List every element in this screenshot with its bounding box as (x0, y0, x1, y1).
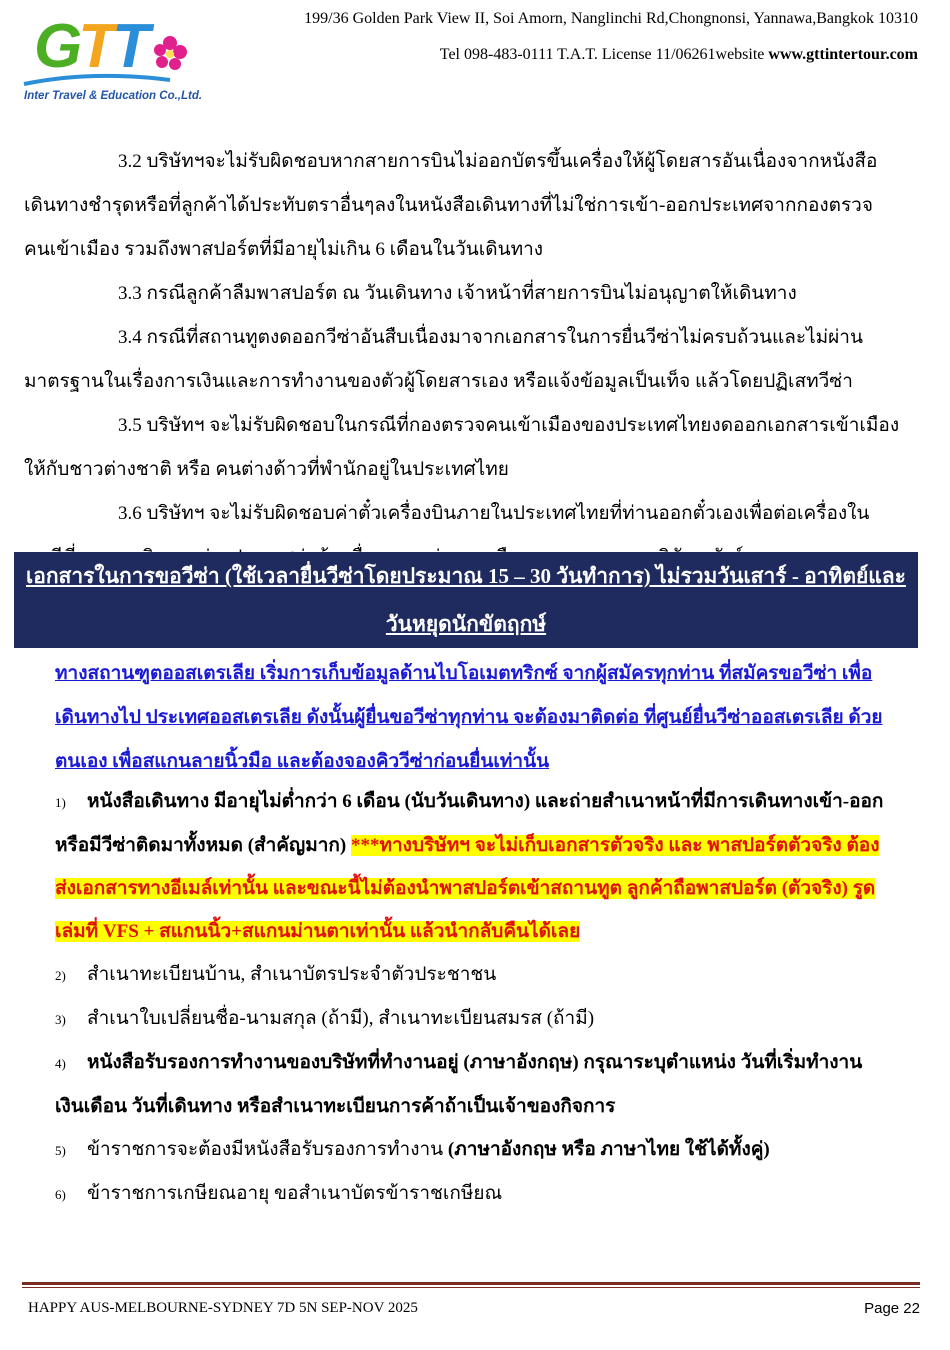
footer-tour-title: HAPPY AUS-MELBOURNE-SYDNEY 7D 5N SEP-NOV 2025 (28, 1300, 418, 1316)
visa-documents-banner (14, 552, 918, 648)
term-3-2: 3.2 บริษัทฯจะไม่รับผิดชอบหากสายการบินไม่ออกบัตรขึ้นเครื่องให้ผู้โดยสารอันเนื่องจากหนังสือ เดินทางชำรุดหรือที่ลูกค้าได้ประทับตราอื่นๆลงในหนังสือเดินทางที่ไม่ใช่การเข้า-ออกประเทศจากกองตรวจ คนเข้าเมือง รวมถึงพาสปอร์ตที่มีอายุไม่เกิน 6 เดือนในวันเดินทาง (24, 151, 878, 260)
page-number: Page 22 (864, 1300, 920, 1317)
list-item-passport: 1) หนังสือเดินทาง มีอายุไม่ต่ำกว่า 6 เดือน (นับวันเดินทาง) และถ่ายสำเนาหน้าที่มีการเดินทางเข้า-ออก หรือมีวีซ่าติดมาทั้งหมด (สำคัญมาก) ***ทางบริษัทฯ จะไม่เก็บเอกสารตัวจริง และ พาสปอร์ตตัวจริง ต้อง ส่งเอกสารทางอีเมล์เท่านั้น และขณะนี้ไม่ต้องนำพาสปอร์ตเข้าสถานทูต ลูกค้าถือพาสปอร์ต (ตัวจริง) รูด เล่มที่ VFS + สแกนนิ้ว+สแกนม่านตาเท่านั้น แล้วนำกลับคืนได้เลย (55, 780, 919, 953)
term-3-4: 3.4 กรณีที่สถานทูตงดออกวีซ่าอันสืบเนื่องมาจากเอกสารในการยื่นวีซ่าไม่ครบถ้วนและไม่ผ่าน มาตรฐานในเรื่องการเงินและการทำงานของตัวผู้โดยสารเอง หรือแจ้งข้อมูลเป็นเท็จ แล้วโดยปฏิเสทวีซ่า (24, 327, 863, 392)
biometric-note (55, 652, 919, 784)
list-item-employment-letter: 4) หนังสือรับรองการทำงานของบริษัทที่ทำงานอยู่ (ภาษาอังกฤษ) กรุณาระบุตำแหน่ง วันที่เริ่มทำงาน เงินเดือน วันที่เดินทาง หรือสำเนาทะเบียนการค้าถ้าเป็นเจ้าของกิจการ (55, 1052, 863, 1117)
note-line: ทางสถานฑูตออสเตรเลีย เริ่มการเก็บข้อมูลด้านไบโอเมตทริกซ์ จากผู้สมัครทุกท่าน ที่สมัครขอวีซ่า เพื่อ (55, 663, 873, 684)
list-item-name-change: 3) สำเนาใบเปลี่ยนชื่อ-นามสกุล (ถ้ามี), สำเนาทะเบียนสมรส (ถ้ามี) (55, 1008, 595, 1029)
company-contact (440, 46, 918, 64)
term-3-6: 3.6 บริษัทฯ จะไม่รับผิดชอบค่าตั๋วเครื่องบินภายในประเทศไทยที่ท่านออกตั๋วเองเพื่อต่อเครื่องใน (118, 503, 870, 524)
list-item-retired-servant: 6) ข้าราชการเกษียณอายุ ขอสำเนาบัตรข้าราชเกษียณ (55, 1183, 503, 1204)
item-number: 1) (55, 795, 66, 810)
contact-text: Tel 098-483-0111 T.A.T. License 11/06261website (439, 46, 769, 63)
banner-line-1: เอกสารในการขอวีซ่า (ใช้เวลายื่นวีซ่าโดยประมาณ 15 – 30 วันทำการ) ไม่รวมวันเสาร์ - อาทิตย์และ (26, 564, 906, 588)
list-item-civil-servant: 5) ข้าราชการจะต้องมีหนังสือรับรองการทำงาน (ภาษาอังกฤษ หรือ ภาษาไทย ใช้ได้ทั้งคู่) (55, 1139, 770, 1160)
company-address: 199/36 Golden Park View II, Soi Amorn, Nanglinchi Rd,Chongnonsi, Yannawa,Bangkok 10310 (304, 10, 918, 27)
website-link[interactable]: www.gttintertour.com (768, 46, 918, 63)
visa-document-list (55, 780, 919, 1216)
note-line: เดินทางไป ประเทศออสเตรเลีย ดังนั้นผู้ยื่นขอวีซ่าทุกท่าน จะต้องมาติดต่อ ที่ศูนย์ยื่นวีซ่าออสเตรเลีย ด้วย (55, 707, 883, 728)
logo-subtitle: Inter Travel & Education Co.,Ltd. (24, 90, 203, 102)
logo-letters: GTT (34, 12, 146, 81)
term-3-3: 3.3 กรณีลูกค้าลืมพาสปอร์ต ณ วันเดินทาง เจ้าหน้าที่สายการบินไม่อนุญาตให้เดินทาง (118, 283, 797, 304)
company-logo (22, 10, 203, 105)
footer-divider (22, 1282, 920, 1288)
logo-swoosh-icon (22, 72, 172, 88)
orchid-flower-icon (150, 34, 190, 74)
note-line: ตนเอง เพื่อสแกนลายนิ้วมือ และต้องจองคิววีซ่าก่อนยื่นเท่านั้น (55, 751, 550, 772)
term-3-5: 3.5 บริษัทฯ จะไม่รับผิดชอบในกรณีที่กองตรวจคนเข้าเมืองของประเทศไทยงดออกเอกสารเข้าเมือง ให้กับชาวต่างชาติ หรือ คนต่างด้าวที่พำนักอยู่ในประเทศไทย (24, 415, 900, 480)
terms-section (24, 140, 920, 580)
list-item-house-registration: 2) สำเนาทะเบียนบ้าน, สำเนาบัตรประจำตัวประชาชน (55, 964, 497, 985)
banner-line-2: วันหยุดนักขัตฤกษ์ (385, 612, 547, 636)
passport-highlight: ***ทางบริษัทฯ จะไม่เก็บเอกสารตัวจริง และ พาสปอร์ตตัวจริง ต้อง (350, 835, 880, 856)
page-header (0, 0, 950, 110)
